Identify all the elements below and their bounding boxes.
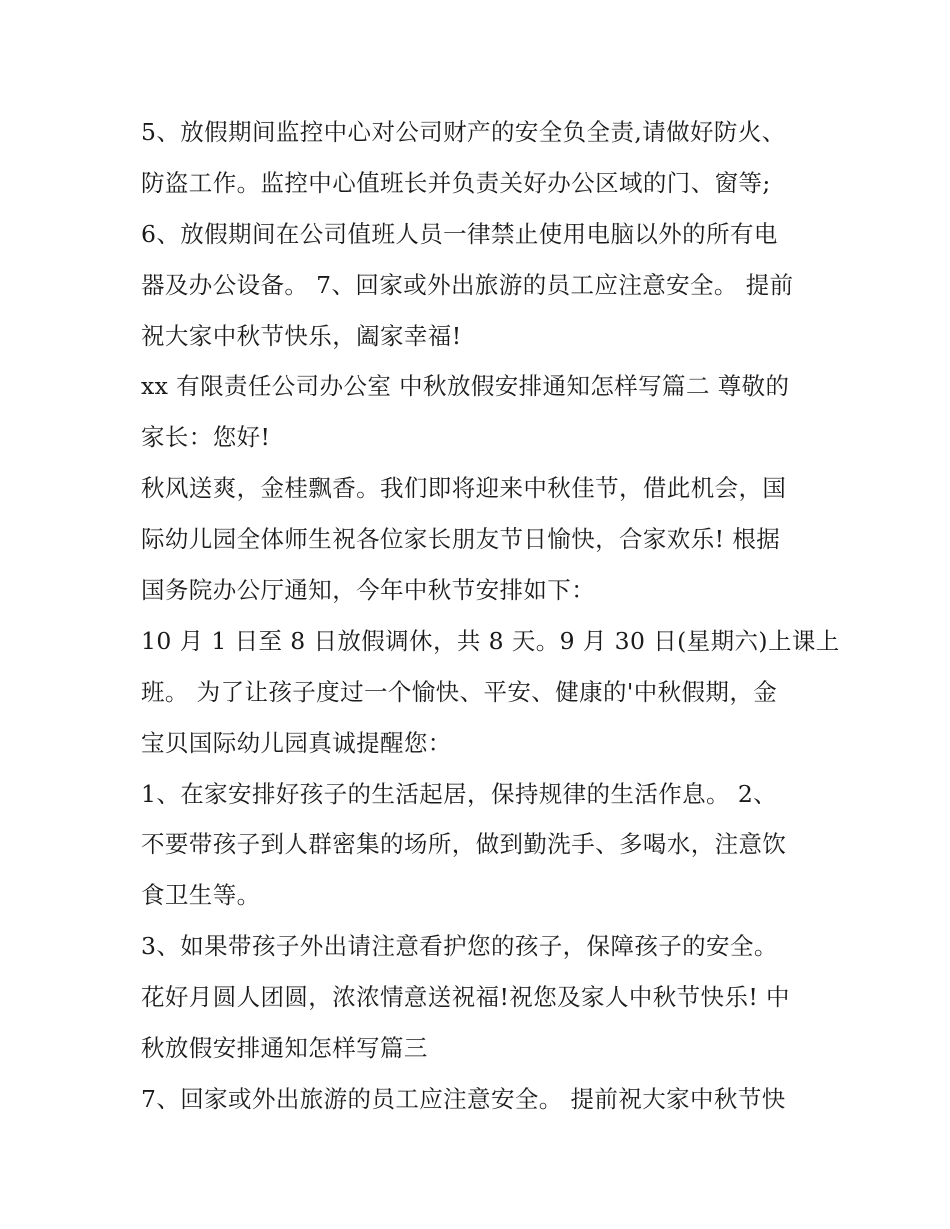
text-line: 秋风送爽，金桂飘香。我们即将迎来中秋佳节，借此机会，国 [141,474,787,503]
text-line: 际幼儿园全体师生祝各位家长朋友节日愉快，合家欢乐! 根据 [141,525,781,554]
text-line: 家长：您好! [141,423,271,452]
text-line: 1、在家安排好孩子的生活起居，保持规律的生活作息。 2、 [141,779,778,808]
text-line: 3、如果带孩子外出请注意看护您的孩子，保障孩子的安全。 [141,932,778,961]
text-line: xx 有限责任公司办公室 中秋放假安排通知怎样写篇二 尊敬的 [141,372,790,401]
text-line: 祝大家中秋节快乐，阖家幸福! [141,321,462,350]
text-line: 防盗工作。监控中心值班长并负责关好办公区域的门、窗等; [141,168,771,197]
text-line: 7、回家或外出旅游的员工应注意安全。 提前祝大家中秋节快 [141,1084,786,1113]
text-line: 不要带孩子到人群密集的场所，做到勤洗手、多喝水，注意饮 [141,830,787,859]
text-line: 宝贝国际幼儿园真诚提醒您： [141,728,452,757]
text-line: 秋放假安排通知怎样写篇三 [141,1034,428,1063]
text-line: 食卫生等。 [141,881,261,910]
text-line: 花好月圆人团圆，浓浓情意送祝福!祝您及家人中秋节快乐! 中 [141,983,790,1012]
text-line: 6、放假期间在公司值班人员一律禁止使用电脑以外的所有电 [141,219,778,248]
text-line: 5、放假期间监控中心对公司财产的安全负全责,请做好防火、 [141,118,786,146]
document-body [141,107,840,1125]
text-line: 国务院办公厅通知，今年中秋节安排如下： [141,576,596,605]
text-line: 器及办公设备。 7、回家或外出旅游的员工应注意安全。 提前 [141,270,794,299]
text-line: 班。 为了让孩子度过一个愉快、平安、健康的'中秋假期，金 [141,677,778,706]
text-line: 10 月 1 日至 8 日放假调休，共 8 天。9 月 30 日(星期六)上课上 [141,626,840,655]
